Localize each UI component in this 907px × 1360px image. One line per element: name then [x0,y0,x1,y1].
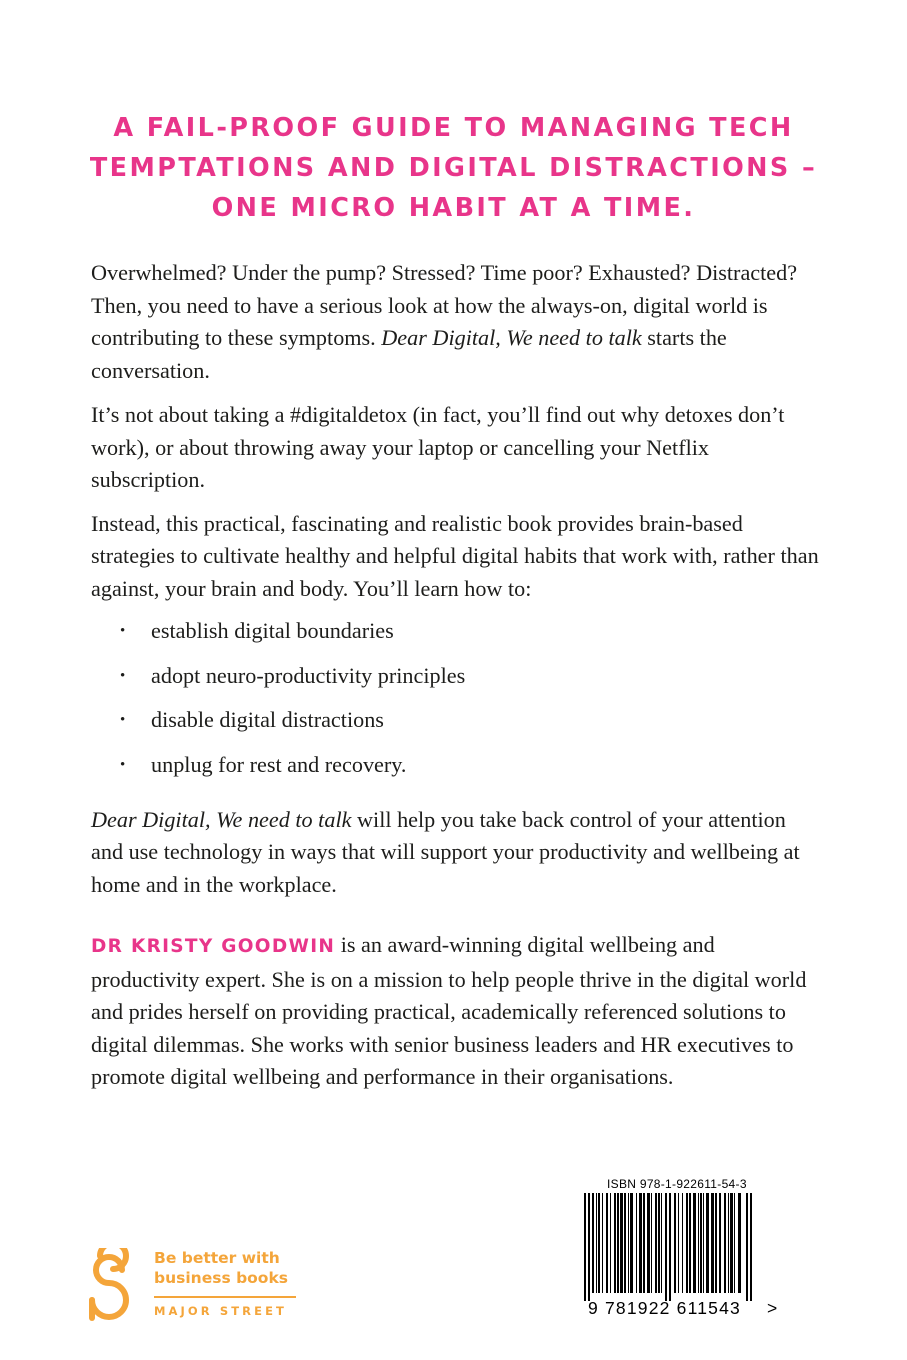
barcode-number: 9 781922 611543 [588,1298,741,1318]
barcode-bar [678,1193,679,1293]
author-bio [91,929,819,1094]
list-item [91,660,819,705]
barcode-bar [610,1193,611,1293]
blurb-paragraph-3: Instead, this practical, fascinating and realistic book provides brain-based strategies to cultivate healthy and helpful digital habits that work with, rather than against, your brain and body. You’ll learn how to: [91,510,819,601]
barcode-bar [598,1193,600,1293]
barcode-bar [703,1193,704,1293]
blurb-paragraph-1-end: starts the conversation. [91,325,727,383]
barcode-bar [730,1193,733,1293]
barcode-bar [738,1193,741,1293]
barcode-bar [592,1193,594,1293]
barcode-bar [614,1193,616,1293]
barcode-bar [674,1193,676,1293]
barcode-bar [630,1193,633,1293]
logo-divider [154,1296,296,1298]
barcode-bar [711,1193,714,1293]
barcode-bar [724,1193,726,1293]
barcode-bar [686,1193,688,1293]
barcode-bar [698,1193,699,1293]
barcode-bar [689,1193,691,1293]
book-title-inline: Dear Digital, We need to talk [91,806,352,832]
headline-line-1: A FAIL-PROOF GUIDE TO MANAGING TECH [113,113,794,143]
barcode-bar [588,1193,590,1301]
barcode-bar [719,1193,721,1293]
isbn-barcode-block [580,1177,800,1327]
author-bio-text: is an award-winning digital wellbeing and productivity expert. She is on a mission to help people thrive in the digital world and prides herself on providing practical, academically referenced solutions to digital dilemmas. She works with senior business leaders and HR executives to promote digital wellbeing and performance in their organisations. [91,932,807,1090]
bullet-icon: • [120,712,126,729]
barcode [580,1193,756,1301]
publisher-logo [84,1248,314,1328]
barcode-bar [700,1193,702,1293]
blurb-paragraph-2: It’s not about taking a #digitaldetox (in fact, you’ll find out why detoxes don’t work), or about throwing away your laptop or cancelling your Netflix subscription. [91,402,785,492]
list-item [91,615,819,660]
blurb-paragraph-4-text: will help you take back control of your attention and use technology in ways that will support your productivity and wellbeing at home and in the workplace. [91,806,800,897]
barcode-bar [746,1193,748,1301]
bullet-icon: • [120,757,126,774]
blurb-paragraph-1-text: Overwhelmed? Under the pump? Stressed? Time poor? Exhausted? Distracted? Then, you need to have a serious look at how the always-on, digital world is contributing to these symptoms. [91,260,798,350]
barcode-bar [584,1193,586,1301]
headline-line-3: ONE MICRO HABIT AT A TIME. [211,193,696,223]
barcode-bar [750,1193,752,1301]
barcode-bar [658,1193,660,1293]
list-item-text: establish digital boundaries [151,618,394,643]
barcode-bar [628,1193,629,1293]
barcode-bar [647,1193,650,1293]
barcode-bar [651,1193,652,1293]
list-item-text: unplug for rest and recovery. [151,752,407,778]
barcode-bar [734,1193,735,1293]
barcode-bar [636,1193,637,1293]
barcode-bar [602,1193,603,1293]
barcode-bar [624,1193,626,1293]
barcode-bar [661,1193,662,1293]
barcode-bar [639,1193,642,1293]
barcode-bar [655,1193,657,1293]
barcode-bar [693,1193,696,1293]
publisher-name: MAJOR STREET [154,1304,287,1318]
barcode-bar [706,1193,709,1293]
barcode-bar [728,1193,729,1293]
barcode-bar [643,1193,645,1293]
tagline-line-2: business books [154,1269,288,1287]
list-item [91,749,819,794]
list-item [91,704,819,749]
barcode-bar [682,1193,683,1293]
blurb-paragraph-1 [91,257,819,387]
list-item-text: disable digital distractions [151,707,384,733]
barcode-bar [669,1193,671,1301]
barcode-bar [715,1193,717,1293]
author-name: DR KRISTY GOODWIN [91,936,336,958]
publisher-tagline [154,1248,288,1288]
headline [40,108,867,228]
isbn-label: ISBN 978-1-922611-54-3 [607,1177,747,1191]
barcode-bar [606,1193,608,1293]
blurb-paragraph-4 [91,804,819,902]
barcode-bar [620,1193,623,1293]
bullet-icon: • [120,667,126,684]
bullet-icon: • [120,623,126,639]
major-street-logo-icon [84,1248,138,1324]
headline-line-2: TEMPTATIONS AND DIGITAL DISTRACTIONS – [89,153,818,183]
tagline-line-1: Be better with [154,1249,280,1267]
barcode-bar [665,1193,667,1301]
barcode-arrow: > [767,1298,778,1318]
benefits-list [91,615,819,794]
barcode-bar [596,1193,597,1293]
book-title-inline: Dear Digital, We need to talk [381,325,642,350]
blurb [91,257,819,1094]
barcode-bar [617,1193,619,1293]
list-item-text: adopt neuro-productivity principles [151,662,466,688]
